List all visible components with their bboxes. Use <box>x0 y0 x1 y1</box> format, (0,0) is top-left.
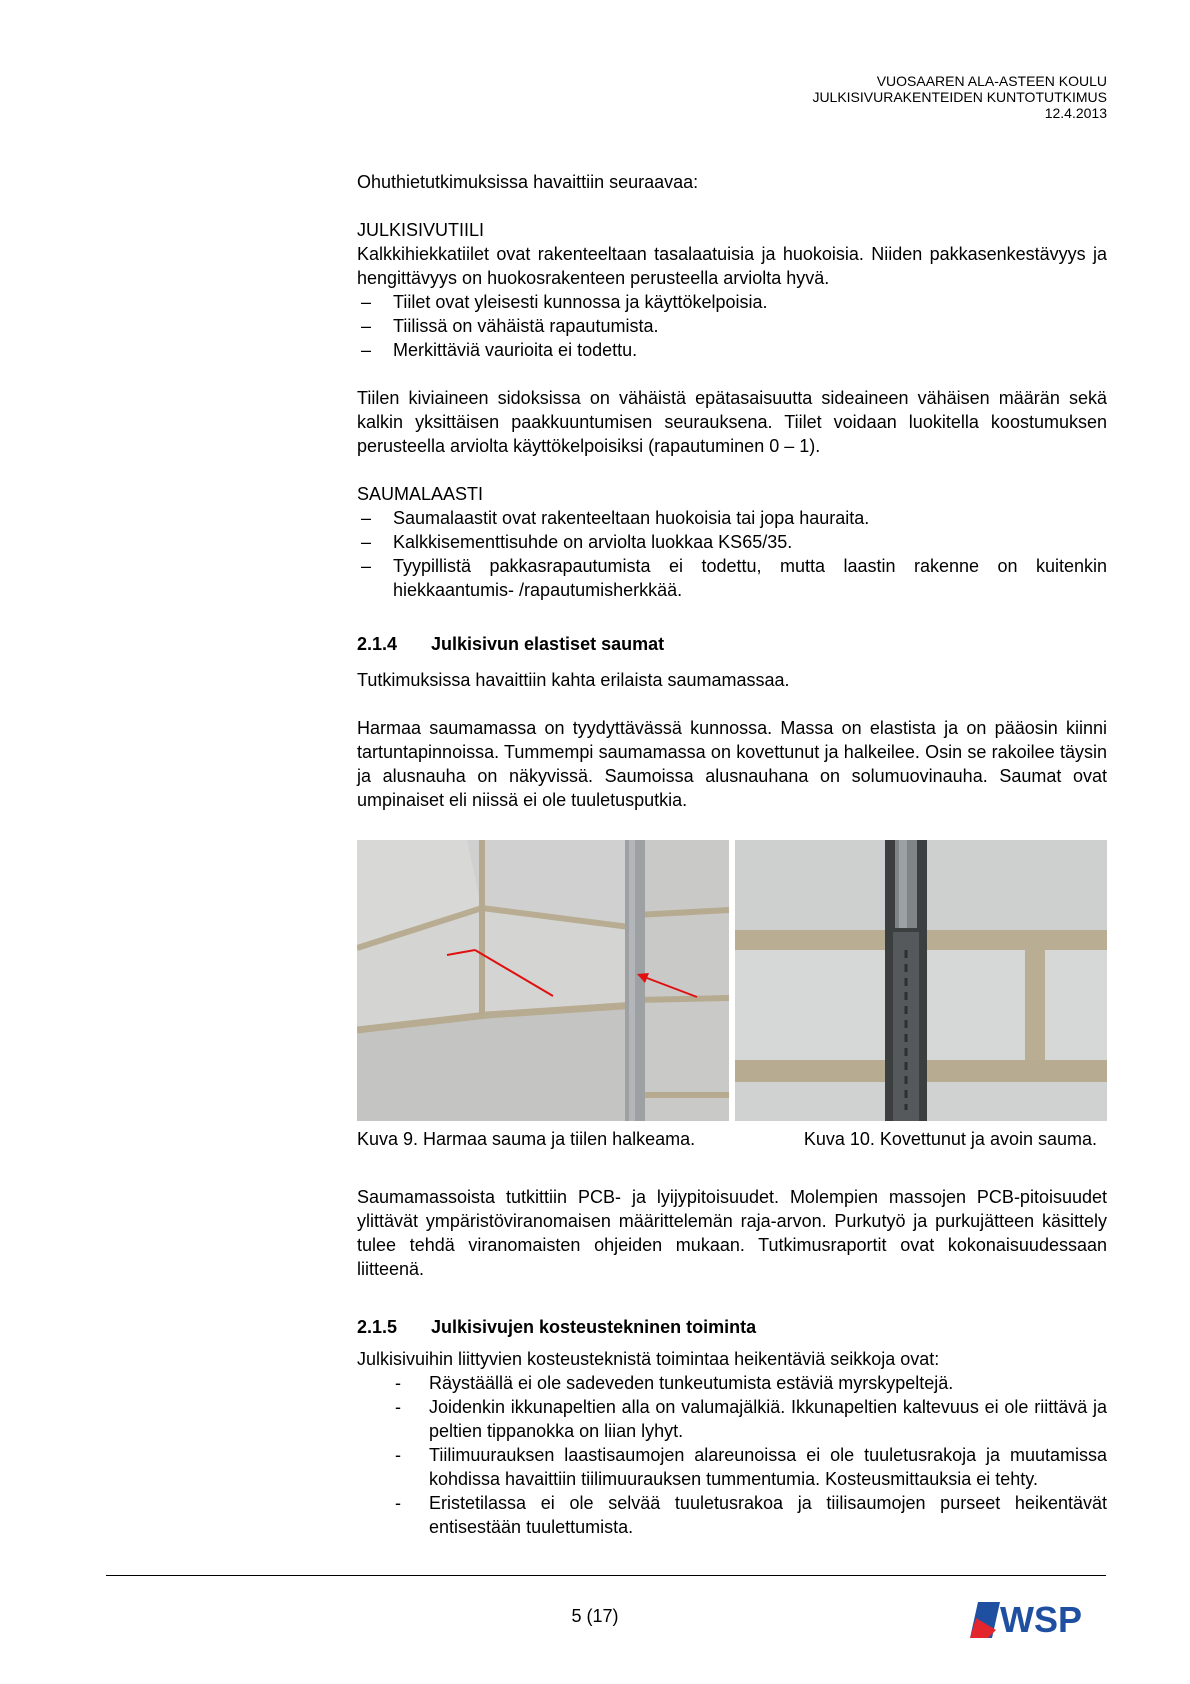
list-item: – Tiilet ovat yleisesti kunnossa ja käyttökelpoisia. <box>361 292 768 312</box>
intro-text: Ohuthietutkimuksissa havaittiin seuraavaa: <box>357 172 699 192</box>
section-title: Julkisivun elastiset saumat <box>431 634 665 654</box>
dash-bullet: – <box>361 292 372 312</box>
section-214-p2: Harmaa saumamassa on tyydyttävässä kunnossa. Massa on elastista ja on pääosin kiinni tartuntapinnoissa. Tummempi saumamassa on kovettunut ja halkeilee. Osin se rakoilee täysin ja alusnauha on näkyvissä. Saumoissa alusnauhana on solumuovinauha. Saumat ovat umpinaiset eli niissä ei ole tuuletusputkia. <box>357 718 1107 810</box>
figure-10 <box>735 840 1107 1121</box>
section-number: 2.1.5 <box>357 1317 398 1337</box>
list-item: – Merkittäviä vaurioita ei todettu. <box>361 340 638 360</box>
hyphen-bullet: - <box>395 1373 401 1393</box>
hyphen-bullet: - <box>395 1493 401 1513</box>
header-report-title: JULKISIVURAKENTEIDEN KUNTOTUTKIMUS <box>812 89 1107 105</box>
figure-9-caption: Kuva 9. Harmaa sauma ja tiilen halkeama. <box>357 1129 696 1149</box>
page-number: 5 (17) <box>571 1606 619 1626</box>
page-header <box>812 73 1107 121</box>
dash-bullet: – <box>361 340 372 360</box>
list-item: – Tyypillistä pakkasrapautumista ei todettu, mutta laastin rakenne on kuitenkin hiekkaantumis- /rapautumisherkkää. <box>361 556 1107 600</box>
footer-divider <box>106 1575 1106 1576</box>
photo-hardened-joint <box>735 840 1107 1121</box>
figure-captions <box>357 1127 1107 1151</box>
document-body <box>357 170 1107 1539</box>
dash-bullet: – <box>361 532 372 552</box>
logo-text: WSP <box>1000 1599 1083 1640</box>
list-item: - Räystäällä ei ole sadeveden tunkeutumista estäviä myrskypeltejä. <box>395 1373 954 1393</box>
figure-9 <box>357 840 729 1121</box>
dash-bullet: – <box>361 316 372 336</box>
section-214-heading <box>357 632 1107 656</box>
julkisivutiili-list <box>357 290 1107 362</box>
section-215-list <box>357 1371 1107 1539</box>
section-215-intro: Julkisivuihin liittyvien kosteusteknistä toimintaa heikentäviä seikkoja ovat: <box>357 1349 940 1369</box>
list-item: - Eristetilassa ei ole selvää tuuletusrakoa ja tiilisaumojen purseet heikentävät entisestään tuulettumista. <box>395 1493 1107 1537</box>
section-number: 2.1.4 <box>357 634 398 654</box>
figure-10-caption: Kuva 10. Kovettunut ja avoin sauma. <box>803 1129 1097 1149</box>
photo-grey-joint <box>357 840 729 1121</box>
list-item: – Tiilissä on vähäistä rapautumista. <box>361 316 659 336</box>
list-item: - Joidenkin ikkunapeltien alla on valumajälkiä. Ikkunapeltien kaltevuus ei ole riittävä ja peltien tippanokka on liian lyhyt. <box>395 1397 1107 1441</box>
julkisivutiili-heading: JULKISIVUTIILI <box>357 220 485 240</box>
wsp-logo <box>970 1594 1110 1644</box>
julkisivutiili-text: Kalkkihiekkatiilet ovat rakenteeltaan tasalaatuisia ja huokoisia. Niiden pakkasenkestävyys ja hengittävyys on huokosrakenteen perusteella arviolta hyvä. <box>357 244 1107 288</box>
header-school: VUOSAAREN ALA-ASTEEN KOULU <box>876 73 1107 89</box>
hyphen-bullet: - <box>395 1397 401 1417</box>
header-date: 12.4.2013 <box>1044 105 1107 121</box>
dash-bullet: – <box>361 556 372 576</box>
figure-row <box>357 840 1107 1121</box>
section-title: Julkisivujen kosteustekninen toiminta <box>431 1317 757 1337</box>
saumalaasti-list <box>357 506 1107 602</box>
hyphen-bullet: - <box>395 1445 401 1465</box>
section-214-p3: Saumamassoista tutkittiin PCB- ja lyijypitoisuudet. Molempien massojen PCB-pitoisuudet ylittävät ympäristöviranomaisen määrittelemän raja-arvon. Purkutyö ja purkujätteen käsittely tulee tehdä viranomaisten ohjeiden mukaan. Tutkimusraportit ovat kokonaisuudessaan liitteenä. <box>357 1187 1107 1279</box>
list-item: - Tiilimuurauksen laastisaumojen alareunoissa ei ole tuuletusrakoja ja muutamissa kohdissa havaittiin tiilimuurauksen tummentumia. Kosteusmittauksia ei tehty. <box>395 1445 1107 1489</box>
list-item: – Kalkkisementtisuhde on arviolta luokkaa KS65/35. <box>361 532 793 552</box>
section-215-heading <box>357 1315 1107 1339</box>
julkisivutiili-paragraph: Tiilen kiviaineen sidoksissa on vähäistä epätasaisuutta sideaineen vähäisen määrän sekä kalkin yksittäisen paakkuuntumisen seurauksena. Tiilet voidaan luokitella koostumuksen perusteella arviolta käyttökelpoisiksi (rapautuminen 0 – 1). <box>357 388 1107 456</box>
list-item: – Saumalaastit ovat rakenteeltaan huokoisia tai jopa hauraita. <box>361 508 870 528</box>
saumalaasti-heading: SAUMALAASTI <box>357 484 484 504</box>
section-214-p1: Tutkimuksissa havaittiin kahta erilaista saumamassaa. <box>357 670 790 690</box>
dash-bullet: – <box>361 508 372 528</box>
